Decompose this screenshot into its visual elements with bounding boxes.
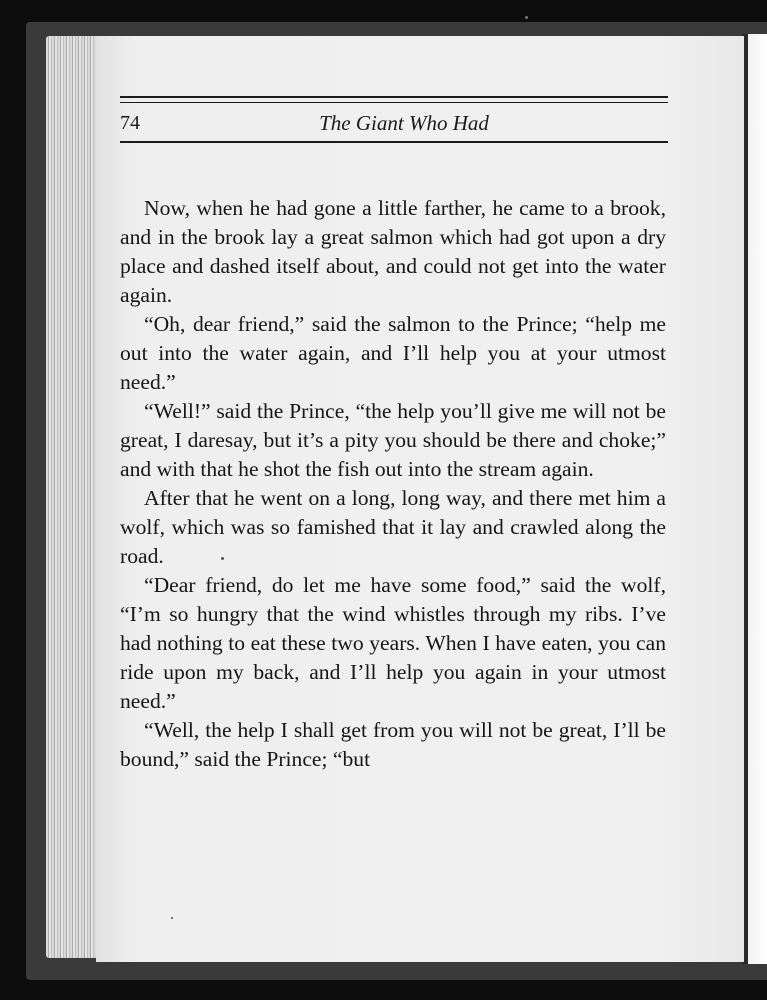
paper-speck (525, 16, 528, 19)
paragraph: “Well!” said the Prince, “the help you’ll give me will not be great, I daresay, but it’s a pity you should be there and choke;” and with that he shot the fish out into the stream again. (120, 399, 666, 481)
header-rule-bottom (120, 141, 668, 143)
page-header (120, 96, 668, 143)
paragraph: After that he went on a long, long way, and there met him a wolf, which was so famished that it lay and crawled along the road. (120, 486, 666, 568)
paper-speck (221, 557, 224, 560)
running-title: The Giant Who Had (319, 111, 489, 135)
header-row (120, 103, 668, 141)
gutter-edge (742, 34, 767, 964)
page-number: 74 (120, 112, 140, 134)
header-rule-thick (120, 96, 668, 98)
paragraph: “Well, the help I shall get from you will not be great, I’ll be bound,” said the Prince; “but (120, 718, 666, 771)
paper-speck (171, 917, 173, 919)
paragraph: Now, when he had gone a little farther, he came to a brook, and in the brook lay a great salmon which had got upon a dry place and dashed itself about, and could not get into the water again. (120, 196, 666, 307)
body-text (120, 194, 666, 774)
paragraph: “Dear friend, do let me have some food,” said the wolf, “I’m so hungry that the wind whistles through my ribs. I’ve had nothing to eat these two years. When I have eaten, you can ride upon my back, and I’ll help you again in your utmost need.” (120, 573, 666, 713)
page-edges (46, 36, 102, 958)
paragraph: “Oh, dear friend,” said the salmon to the Prince; “help me out into the water again, and I’ll help you at your utmost need.” (120, 312, 666, 394)
